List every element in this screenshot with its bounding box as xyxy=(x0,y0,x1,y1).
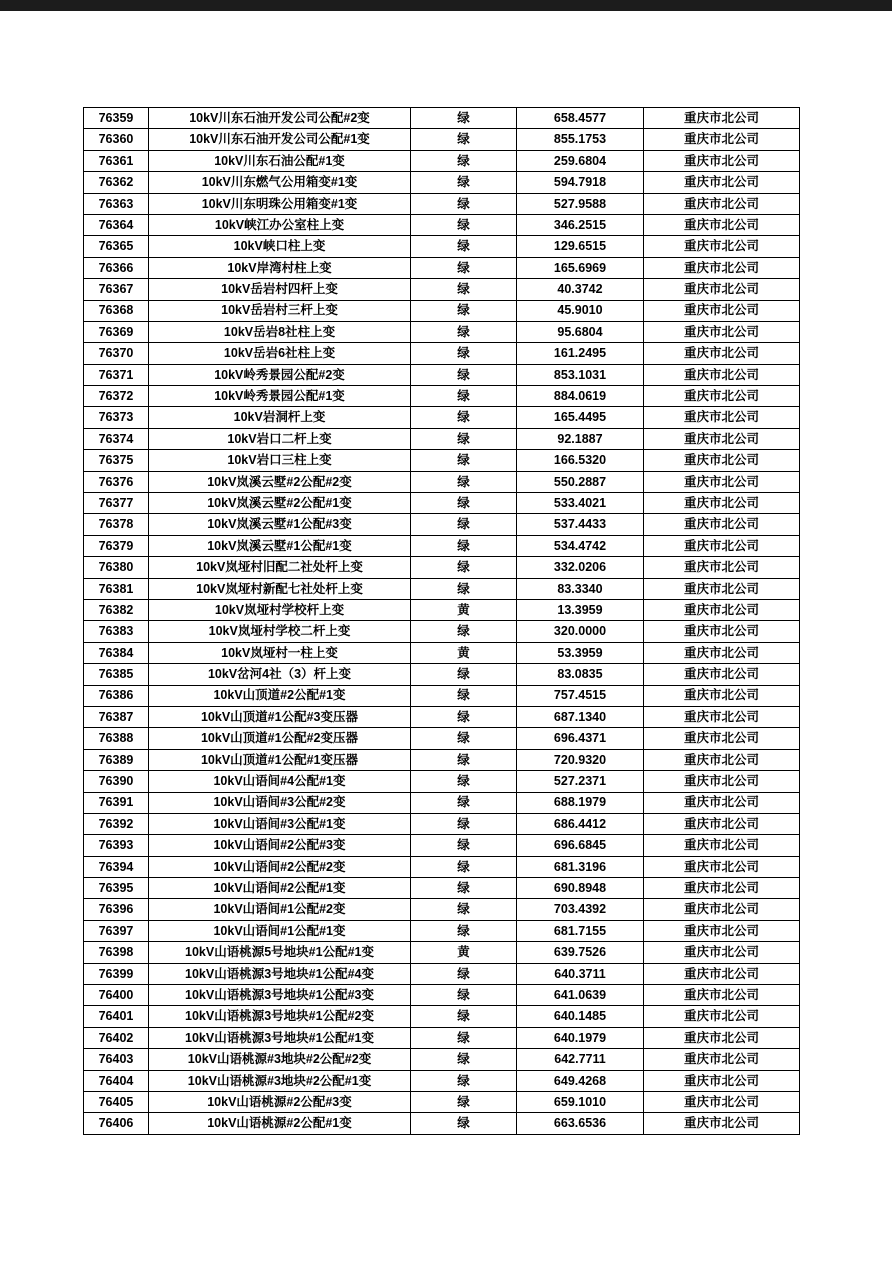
status-cell: 绿 xyxy=(411,1006,517,1027)
table-row xyxy=(84,685,800,706)
status-cell: 绿 xyxy=(411,813,517,834)
row-id-cell: 76405 xyxy=(84,1091,149,1112)
device-name-cell: 10kV川东石油开发公司公配#2变 xyxy=(149,108,411,129)
load-value-cell: 681.3196 xyxy=(517,856,644,877)
row-id-cell: 76394 xyxy=(84,856,149,877)
table-row xyxy=(84,257,800,278)
status-cell: 绿 xyxy=(411,1070,517,1091)
company-cell: 重庆市北公司 xyxy=(644,1070,800,1091)
status-cell: 绿 xyxy=(411,578,517,599)
row-id-cell: 76395 xyxy=(84,878,149,899)
table-row xyxy=(84,428,800,449)
status-cell: 绿 xyxy=(411,386,517,407)
load-value-cell: 320.0000 xyxy=(517,621,644,642)
device-name-cell: 10kV山语桃源3号地块#1公配#3变 xyxy=(149,985,411,1006)
status-cell: 绿 xyxy=(411,664,517,685)
company-cell: 重庆市北公司 xyxy=(644,108,800,129)
company-cell: 重庆市北公司 xyxy=(644,920,800,941)
table-row xyxy=(84,621,800,642)
company-cell: 重庆市北公司 xyxy=(644,771,800,792)
row-id-cell: 76364 xyxy=(84,214,149,235)
status-cell: 绿 xyxy=(411,257,517,278)
company-cell: 重庆市北公司 xyxy=(644,557,800,578)
status-cell: 绿 xyxy=(411,706,517,727)
load-value-cell: 659.1010 xyxy=(517,1091,644,1112)
row-id-cell: 76377 xyxy=(84,493,149,514)
table-row xyxy=(84,835,800,856)
row-id-cell: 76376 xyxy=(84,471,149,492)
load-value-cell: 696.4371 xyxy=(517,728,644,749)
company-cell: 重庆市北公司 xyxy=(644,664,800,685)
load-value-cell: 533.4021 xyxy=(517,493,644,514)
status-cell: 绿 xyxy=(411,1049,517,1070)
device-name-cell: 10kV山顶道#2公配#1变 xyxy=(149,685,411,706)
device-name-cell: 10kV岩洞杆上变 xyxy=(149,407,411,428)
device-name-cell: 10kV川东石油开发公司公配#1变 xyxy=(149,129,411,150)
row-id-cell: 76360 xyxy=(84,129,149,150)
device-name-cell: 10kV岭秀景园公配#2变 xyxy=(149,364,411,385)
device-name-cell: 10kV岩口三柱上变 xyxy=(149,450,411,471)
load-value-cell: 550.2887 xyxy=(517,471,644,492)
table-row xyxy=(84,1113,800,1135)
table-row xyxy=(84,150,800,171)
row-id-cell: 76396 xyxy=(84,899,149,920)
company-cell: 重庆市北公司 xyxy=(644,193,800,214)
row-id-cell: 76383 xyxy=(84,621,149,642)
company-cell: 重庆市北公司 xyxy=(644,236,800,257)
device-name-cell: 10kV山语间#2公配#2变 xyxy=(149,856,411,877)
device-name-cell: 10kV岳岩村三杆上变 xyxy=(149,300,411,321)
table-row xyxy=(84,493,800,514)
load-value-cell: 853.1031 xyxy=(517,364,644,385)
device-name-cell: 10kV山语桃源#2公配#1变 xyxy=(149,1113,411,1135)
device-name-cell: 10kV岚溪云墅#1公配#1变 xyxy=(149,535,411,556)
table-row xyxy=(84,706,800,727)
device-name-cell: 10kV山顶道#1公配#3变压器 xyxy=(149,706,411,727)
table-body xyxy=(84,108,800,1135)
status-cell: 绿 xyxy=(411,985,517,1006)
company-cell: 重庆市北公司 xyxy=(644,578,800,599)
load-value-cell: 53.3959 xyxy=(517,642,644,663)
device-name-cell: 10kV岚溪云墅#2公配#2变 xyxy=(149,471,411,492)
row-id-cell: 76381 xyxy=(84,578,149,599)
company-cell: 重庆市北公司 xyxy=(644,279,800,300)
device-name-cell: 10kV山语间#4公配#1变 xyxy=(149,771,411,792)
status-cell: 绿 xyxy=(411,1027,517,1048)
company-cell: 重庆市北公司 xyxy=(644,343,800,364)
status-cell: 绿 xyxy=(411,771,517,792)
table-row xyxy=(84,642,800,663)
device-name-cell: 10kV岚垭村一柱上变 xyxy=(149,642,411,663)
load-value-cell: 95.6804 xyxy=(517,321,644,342)
device-name-cell: 10kV山语间#1公配#1变 xyxy=(149,920,411,941)
row-id-cell: 76403 xyxy=(84,1049,149,1070)
load-value-cell: 40.3742 xyxy=(517,279,644,300)
device-name-cell: 10kV山语桃源3号地块#1公配#4变 xyxy=(149,963,411,984)
row-id-cell: 76371 xyxy=(84,364,149,385)
row-id-cell: 76406 xyxy=(84,1113,149,1135)
company-cell: 重庆市北公司 xyxy=(644,129,800,150)
company-cell: 重庆市北公司 xyxy=(644,150,800,171)
table-row xyxy=(84,471,800,492)
table-row xyxy=(84,129,800,150)
status-cell: 绿 xyxy=(411,493,517,514)
table-row xyxy=(84,364,800,385)
load-value-cell: 13.3959 xyxy=(517,599,644,620)
table-row xyxy=(84,963,800,984)
table-row xyxy=(84,813,800,834)
company-cell: 重庆市北公司 xyxy=(644,1091,800,1112)
status-cell: 绿 xyxy=(411,878,517,899)
device-name-cell: 10kV岩口二杆上变 xyxy=(149,428,411,449)
row-id-cell: 76369 xyxy=(84,321,149,342)
status-cell: 绿 xyxy=(411,792,517,813)
load-value-cell: 92.1887 xyxy=(517,428,644,449)
device-name-cell: 10kV岳岩6社柱上变 xyxy=(149,343,411,364)
device-name-cell: 10kV山语桃源#3地块#2公配#2变 xyxy=(149,1049,411,1070)
device-name-cell: 10kV岳岩村四杆上变 xyxy=(149,279,411,300)
table-row xyxy=(84,899,800,920)
company-cell: 重庆市北公司 xyxy=(644,856,800,877)
row-id-cell: 76400 xyxy=(84,985,149,1006)
row-id-cell: 76391 xyxy=(84,792,149,813)
device-name-cell: 10kV川东石油公配#1变 xyxy=(149,150,411,171)
company-cell: 重庆市北公司 xyxy=(644,450,800,471)
status-cell: 绿 xyxy=(411,471,517,492)
status-cell: 绿 xyxy=(411,685,517,706)
status-cell: 绿 xyxy=(411,214,517,235)
table-row xyxy=(84,514,800,535)
company-cell: 重庆市北公司 xyxy=(644,685,800,706)
row-id-cell: 76362 xyxy=(84,172,149,193)
device-name-cell: 10kV山顶道#1公配#1变压器 xyxy=(149,749,411,770)
row-id-cell: 76388 xyxy=(84,728,149,749)
row-id-cell: 76382 xyxy=(84,599,149,620)
status-cell: 绿 xyxy=(411,108,517,129)
company-cell: 重庆市北公司 xyxy=(644,386,800,407)
row-id-cell: 76379 xyxy=(84,535,149,556)
row-id-cell: 76389 xyxy=(84,749,149,770)
row-id-cell: 76398 xyxy=(84,942,149,963)
row-id-cell: 76380 xyxy=(84,557,149,578)
table-row xyxy=(84,279,800,300)
row-id-cell: 76366 xyxy=(84,257,149,278)
device-name-cell: 10kV岚垭村新配七社处杆上变 xyxy=(149,578,411,599)
device-name-cell: 10kV岚溪云墅#2公配#1变 xyxy=(149,493,411,514)
table-row xyxy=(84,920,800,941)
row-id-cell: 76402 xyxy=(84,1027,149,1048)
device-data-table xyxy=(83,107,800,1135)
row-id-cell: 76393 xyxy=(84,835,149,856)
row-id-cell: 76384 xyxy=(84,642,149,663)
status-cell: 绿 xyxy=(411,728,517,749)
table-row xyxy=(84,1049,800,1070)
row-id-cell: 76392 xyxy=(84,813,149,834)
status-cell: 绿 xyxy=(411,343,517,364)
device-name-cell: 10kV岸湾村柱上变 xyxy=(149,257,411,278)
status-cell: 绿 xyxy=(411,193,517,214)
load-value-cell: 720.9320 xyxy=(517,749,644,770)
row-id-cell: 76401 xyxy=(84,1006,149,1027)
status-cell: 绿 xyxy=(411,899,517,920)
table-row xyxy=(84,749,800,770)
load-value-cell: 686.4412 xyxy=(517,813,644,834)
device-name-cell: 10kV山语桃源#3地块#2公配#1变 xyxy=(149,1070,411,1091)
company-cell: 重庆市北公司 xyxy=(644,963,800,984)
company-cell: 重庆市北公司 xyxy=(644,1113,800,1135)
device-name-cell: 10kV山语桃源3号地块#1公配#2变 xyxy=(149,1006,411,1027)
load-value-cell: 165.6969 xyxy=(517,257,644,278)
status-cell: 黄 xyxy=(411,942,517,963)
company-cell: 重庆市北公司 xyxy=(644,749,800,770)
load-value-cell: 649.4268 xyxy=(517,1070,644,1091)
row-id-cell: 76373 xyxy=(84,407,149,428)
company-cell: 重庆市北公司 xyxy=(644,364,800,385)
table-row xyxy=(84,172,800,193)
device-name-cell: 10kV山语桃源#2公配#3变 xyxy=(149,1091,411,1112)
device-name-cell: 10kV岚垭村学校二杆上变 xyxy=(149,621,411,642)
company-cell: 重庆市北公司 xyxy=(644,257,800,278)
load-value-cell: 641.0639 xyxy=(517,985,644,1006)
status-cell: 绿 xyxy=(411,150,517,171)
company-cell: 重庆市北公司 xyxy=(644,321,800,342)
status-cell: 绿 xyxy=(411,856,517,877)
table-row xyxy=(84,578,800,599)
status-cell: 绿 xyxy=(411,557,517,578)
load-value-cell: 855.1753 xyxy=(517,129,644,150)
load-value-cell: 663.6536 xyxy=(517,1113,644,1135)
row-id-cell: 76361 xyxy=(84,150,149,171)
device-name-cell: 10kV山语间#3公配#1变 xyxy=(149,813,411,834)
device-name-cell: 10kV山语间#2公配#1变 xyxy=(149,878,411,899)
load-value-cell: 537.4433 xyxy=(517,514,644,535)
load-value-cell: 45.9010 xyxy=(517,300,644,321)
load-value-cell: 687.1340 xyxy=(517,706,644,727)
row-id-cell: 76375 xyxy=(84,450,149,471)
device-name-cell: 10kV山语桃源3号地块#1公配#1变 xyxy=(149,1027,411,1048)
load-value-cell: 166.5320 xyxy=(517,450,644,471)
row-id-cell: 76390 xyxy=(84,771,149,792)
company-cell: 重庆市北公司 xyxy=(644,642,800,663)
company-cell: 重庆市北公司 xyxy=(644,172,800,193)
status-cell: 绿 xyxy=(411,749,517,770)
company-cell: 重庆市北公司 xyxy=(644,514,800,535)
load-value-cell: 346.2515 xyxy=(517,214,644,235)
table-row xyxy=(84,450,800,471)
load-value-cell: 165.4495 xyxy=(517,407,644,428)
table-row xyxy=(84,321,800,342)
status-cell: 绿 xyxy=(411,172,517,193)
row-id-cell: 76368 xyxy=(84,300,149,321)
status-cell: 绿 xyxy=(411,428,517,449)
status-cell: 绿 xyxy=(411,450,517,471)
company-cell: 重庆市北公司 xyxy=(644,621,800,642)
status-cell: 绿 xyxy=(411,300,517,321)
company-cell: 重庆市北公司 xyxy=(644,493,800,514)
status-cell: 绿 xyxy=(411,279,517,300)
load-value-cell: 83.0835 xyxy=(517,664,644,685)
load-value-cell: 639.7526 xyxy=(517,942,644,963)
device-name-cell: 10kV川东明珠公用箱变#1变 xyxy=(149,193,411,214)
window-top-bar xyxy=(0,0,892,11)
load-value-cell: 884.0619 xyxy=(517,386,644,407)
row-id-cell: 76359 xyxy=(84,108,149,129)
company-cell: 重庆市北公司 xyxy=(644,471,800,492)
table-row xyxy=(84,236,800,257)
company-cell: 重庆市北公司 xyxy=(644,728,800,749)
table-row xyxy=(84,771,800,792)
device-name-cell: 10kV岚垭村学校杆上变 xyxy=(149,599,411,620)
load-value-cell: 640.1485 xyxy=(517,1006,644,1027)
table-row xyxy=(84,1006,800,1027)
device-name-cell: 10kV山语间#2公配#3变 xyxy=(149,835,411,856)
row-id-cell: 76367 xyxy=(84,279,149,300)
load-value-cell: 129.6515 xyxy=(517,236,644,257)
company-cell: 重庆市北公司 xyxy=(644,899,800,920)
load-value-cell: 688.1979 xyxy=(517,792,644,813)
status-cell: 绿 xyxy=(411,963,517,984)
device-name-cell: 10kV岳岩8社柱上变 xyxy=(149,321,411,342)
device-name-cell: 10kV峡江办公室柱上变 xyxy=(149,214,411,235)
load-value-cell: 527.9588 xyxy=(517,193,644,214)
row-id-cell: 76374 xyxy=(84,428,149,449)
row-id-cell: 76378 xyxy=(84,514,149,535)
device-name-cell: 10kV山顶道#1公配#2变压器 xyxy=(149,728,411,749)
load-value-cell: 332.0206 xyxy=(517,557,644,578)
table-row xyxy=(84,856,800,877)
load-value-cell: 640.1979 xyxy=(517,1027,644,1048)
company-cell: 重庆市北公司 xyxy=(644,428,800,449)
table-row xyxy=(84,214,800,235)
load-value-cell: 690.8948 xyxy=(517,878,644,899)
device-name-cell: 10kV岚垭村旧配二社处杆上变 xyxy=(149,557,411,578)
company-cell: 重庆市北公司 xyxy=(644,813,800,834)
load-value-cell: 259.6804 xyxy=(517,150,644,171)
device-name-cell: 10kV岔河4社（3）杆上变 xyxy=(149,664,411,685)
table-row xyxy=(84,557,800,578)
row-id-cell: 76387 xyxy=(84,706,149,727)
row-id-cell: 76372 xyxy=(84,386,149,407)
status-cell: 绿 xyxy=(411,920,517,941)
table-row xyxy=(84,985,800,1006)
company-cell: 重庆市北公司 xyxy=(644,214,800,235)
company-cell: 重庆市北公司 xyxy=(644,1049,800,1070)
table-row xyxy=(84,664,800,685)
table-row xyxy=(84,407,800,428)
company-cell: 重庆市北公司 xyxy=(644,706,800,727)
company-cell: 重庆市北公司 xyxy=(644,1027,800,1048)
device-name-cell: 10kV山语间#1公配#2变 xyxy=(149,899,411,920)
status-cell: 绿 xyxy=(411,621,517,642)
company-cell: 重庆市北公司 xyxy=(644,792,800,813)
row-id-cell: 76370 xyxy=(84,343,149,364)
status-cell: 绿 xyxy=(411,129,517,150)
load-value-cell: 658.4577 xyxy=(517,108,644,129)
status-cell: 绿 xyxy=(411,236,517,257)
company-cell: 重庆市北公司 xyxy=(644,407,800,428)
row-id-cell: 76399 xyxy=(84,963,149,984)
company-cell: 重庆市北公司 xyxy=(644,599,800,620)
load-value-cell: 527.2371 xyxy=(517,771,644,792)
device-name-cell: 10kV山语间#3公配#2变 xyxy=(149,792,411,813)
status-cell: 绿 xyxy=(411,321,517,342)
row-id-cell: 76397 xyxy=(84,920,149,941)
table-row xyxy=(84,599,800,620)
load-value-cell: 594.7918 xyxy=(517,172,644,193)
company-cell: 重庆市北公司 xyxy=(644,985,800,1006)
table-row xyxy=(84,343,800,364)
device-name-cell: 10kV峡口柱上变 xyxy=(149,236,411,257)
status-cell: 绿 xyxy=(411,1113,517,1135)
company-cell: 重庆市北公司 xyxy=(644,1006,800,1027)
load-value-cell: 696.6845 xyxy=(517,835,644,856)
row-id-cell: 76363 xyxy=(84,193,149,214)
table-row xyxy=(84,386,800,407)
company-cell: 重庆市北公司 xyxy=(644,878,800,899)
table-row xyxy=(84,942,800,963)
company-cell: 重庆市北公司 xyxy=(644,300,800,321)
table-row xyxy=(84,300,800,321)
status-cell: 绿 xyxy=(411,1091,517,1112)
status-cell: 黄 xyxy=(411,642,517,663)
status-cell: 绿 xyxy=(411,364,517,385)
status-cell: 绿 xyxy=(411,407,517,428)
row-id-cell: 76386 xyxy=(84,685,149,706)
device-name-cell: 10kV岭秀景园公配#1变 xyxy=(149,386,411,407)
device-name-cell: 10kV川东燃气公用箱变#1变 xyxy=(149,172,411,193)
company-cell: 重庆市北公司 xyxy=(644,835,800,856)
load-value-cell: 642.7711 xyxy=(517,1049,644,1070)
load-value-cell: 83.3340 xyxy=(517,578,644,599)
load-value-cell: 534.4742 xyxy=(517,535,644,556)
row-id-cell: 76385 xyxy=(84,664,149,685)
table-row xyxy=(84,1070,800,1091)
load-value-cell: 757.4515 xyxy=(517,685,644,706)
status-cell: 绿 xyxy=(411,514,517,535)
row-id-cell: 76404 xyxy=(84,1070,149,1091)
table-row xyxy=(84,792,800,813)
device-name-cell: 10kV山语桃源5号地块#1公配#1变 xyxy=(149,942,411,963)
company-cell: 重庆市北公司 xyxy=(644,535,800,556)
row-id-cell: 76365 xyxy=(84,236,149,257)
load-value-cell: 161.2495 xyxy=(517,343,644,364)
load-value-cell: 640.3711 xyxy=(517,963,644,984)
device-name-cell: 10kV岚溪云墅#1公配#3变 xyxy=(149,514,411,535)
table-row xyxy=(84,108,800,129)
table-row xyxy=(84,1091,800,1112)
table-row xyxy=(84,728,800,749)
table-row xyxy=(84,1027,800,1048)
load-value-cell: 681.7155 xyxy=(517,920,644,941)
status-cell: 绿 xyxy=(411,835,517,856)
company-cell: 重庆市北公司 xyxy=(644,942,800,963)
table-row xyxy=(84,535,800,556)
load-value-cell: 703.4392 xyxy=(517,899,644,920)
status-cell: 绿 xyxy=(411,535,517,556)
table-row xyxy=(84,878,800,899)
status-cell: 黄 xyxy=(411,599,517,620)
table-row xyxy=(84,193,800,214)
